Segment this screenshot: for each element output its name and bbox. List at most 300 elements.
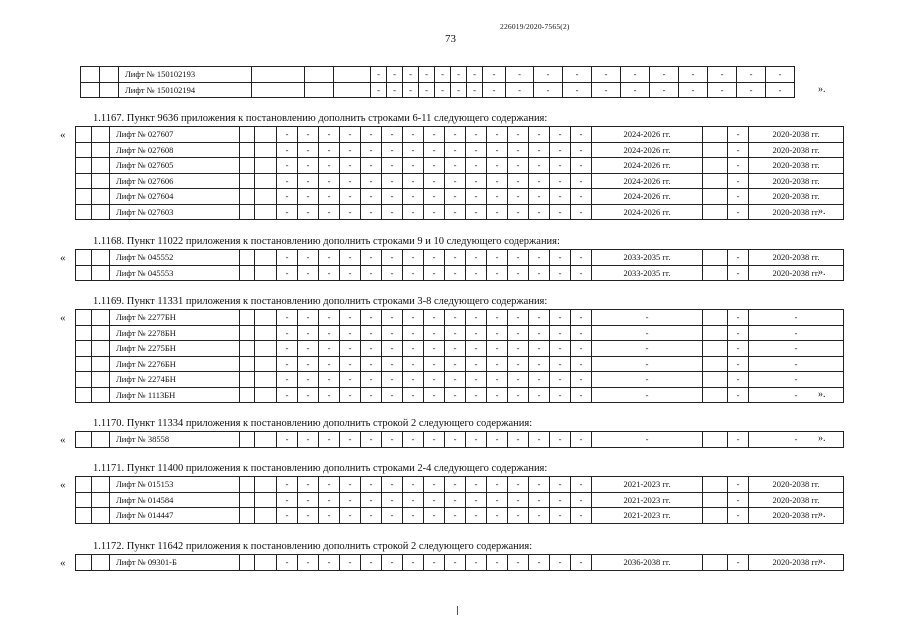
- dash-cell: -: [340, 204, 361, 220]
- dash-cell: -: [487, 204, 508, 220]
- dash-cell: -: [424, 325, 445, 341]
- dash-cell: -: [424, 173, 445, 189]
- table-row: [81, 82, 795, 98]
- dash-cell: -: [382, 508, 403, 524]
- dash-cell: -: [466, 127, 487, 143]
- dash-cell: -: [737, 67, 766, 83]
- dash-cell: -: [445, 508, 466, 524]
- dash-cell: -: [571, 250, 592, 266]
- dash-cell: -: [277, 555, 298, 571]
- dash-cell: -: [529, 508, 550, 524]
- dash-cell: -: [571, 310, 592, 326]
- term-cell: 2020-2038 гг.: [749, 250, 844, 266]
- dash-cell: -: [298, 387, 319, 403]
- dash-cell: -: [445, 356, 466, 372]
- dash-cell: -: [277, 325, 298, 341]
- dash-cell: -: [508, 265, 529, 281]
- dash-cell: -: [319, 173, 340, 189]
- mid-dash-cell: -: [728, 508, 749, 524]
- item-heading: 1.1170. Пункт 11334 приложения к постановлению дополнить строкой 2 следующего содержания:: [93, 418, 533, 429]
- dash-cell: -: [550, 477, 571, 493]
- dash-cell: -: [361, 265, 382, 281]
- dash-cell: -: [424, 372, 445, 388]
- dash-cell: -: [403, 310, 424, 326]
- mid-dash-cell: -: [728, 158, 749, 174]
- dash-cell: -: [403, 387, 424, 403]
- lift-name: Лифт № 027608: [110, 142, 240, 158]
- dash-cell: -: [571, 555, 592, 571]
- dash-cell: -: [487, 127, 508, 143]
- dash-cell: -: [529, 158, 550, 174]
- dash-cell: -: [382, 265, 403, 281]
- table-row: [76, 173, 844, 189]
- dash-cell: -: [571, 127, 592, 143]
- period-cell: 2024-2026 гг.: [592, 204, 703, 220]
- lift-name: Лифт № 2274БН: [110, 372, 240, 388]
- open-quote: «: [60, 129, 66, 141]
- dash-cell: -: [550, 432, 571, 448]
- dash-cell: -: [277, 142, 298, 158]
- dash-cell: -: [382, 432, 403, 448]
- dash-cell: -: [467, 67, 483, 83]
- dash-cell: -: [403, 82, 419, 98]
- dash-cell: -: [340, 250, 361, 266]
- dash-cell: -: [451, 67, 467, 83]
- lift-name: Лифт № 027607: [110, 127, 240, 143]
- dash-cell: -: [571, 387, 592, 403]
- lift-table: [75, 126, 844, 220]
- term-cell: 2020-2038 гг.: [749, 127, 844, 143]
- dash-cell: -: [571, 372, 592, 388]
- dash-cell: -: [435, 67, 451, 83]
- dash-cell: -: [621, 82, 650, 98]
- lift-table: [75, 431, 844, 448]
- dash-cell: -: [487, 387, 508, 403]
- close-quote: ».: [818, 83, 826, 95]
- dash-cell: -: [403, 325, 424, 341]
- dash-cell: -: [487, 189, 508, 205]
- dash-cell: -: [298, 310, 319, 326]
- dash-cell: -: [445, 265, 466, 281]
- period-cell: -: [592, 356, 703, 372]
- open-quote: «: [60, 252, 66, 264]
- dash-cell: -: [298, 341, 319, 357]
- dash-cell: -: [382, 356, 403, 372]
- term-cell: -: [749, 310, 844, 326]
- dash-cell: -: [277, 387, 298, 403]
- dash-cell: -: [298, 142, 319, 158]
- dash-cell: -: [298, 477, 319, 493]
- dash-cell: -: [445, 173, 466, 189]
- dash-cell: -: [550, 341, 571, 357]
- dash-cell: -: [424, 265, 445, 281]
- dash-cell: -: [508, 555, 529, 571]
- dash-cell: -: [508, 508, 529, 524]
- mid-dash-cell: -: [728, 310, 749, 326]
- term-cell: 2020-2038 гг.: [749, 173, 844, 189]
- dash-cell: -: [529, 477, 550, 493]
- period-cell: 2033-2035 гг.: [592, 250, 703, 266]
- dash-cell: -: [487, 142, 508, 158]
- dash-cell: -: [506, 67, 534, 83]
- dash-cell: -: [361, 555, 382, 571]
- dash-cell: -: [466, 372, 487, 388]
- period-cell: 2021-2023 гг.: [592, 508, 703, 524]
- dash-cell: -: [403, 341, 424, 357]
- dash-cell: -: [424, 250, 445, 266]
- period-cell: 2021-2023 гг.: [592, 477, 703, 493]
- dash-cell: -: [550, 127, 571, 143]
- dash-cell: -: [424, 508, 445, 524]
- mid-dash-cell: -: [728, 204, 749, 220]
- dash-cell: -: [466, 142, 487, 158]
- dash-cell: -: [424, 341, 445, 357]
- dash-cell: -: [419, 67, 435, 83]
- dash-cell: -: [487, 173, 508, 189]
- dash-cell: -: [737, 82, 766, 98]
- dash-cell: -: [466, 325, 487, 341]
- dash-cell: -: [529, 127, 550, 143]
- period-cell: 2024-2026 гг.: [592, 142, 703, 158]
- table-row: [76, 127, 844, 143]
- dash-cell: -: [361, 387, 382, 403]
- dash-cell: -: [563, 82, 592, 98]
- lift-name: Лифт № 014584: [110, 492, 240, 508]
- dash-cell: -: [466, 341, 487, 357]
- dash-cell: -: [319, 477, 340, 493]
- dash-cell: -: [487, 158, 508, 174]
- dash-cell: -: [319, 387, 340, 403]
- dash-cell: -: [340, 142, 361, 158]
- dash-cell: -: [445, 492, 466, 508]
- lift-name: Лифт № 027605: [110, 158, 240, 174]
- dash-cell: -: [319, 492, 340, 508]
- dash-cell: -: [319, 250, 340, 266]
- dash-cell: -: [550, 204, 571, 220]
- dash-cell: -: [403, 555, 424, 571]
- lift-name: Лифт № 027604: [110, 189, 240, 205]
- dash-cell: -: [445, 372, 466, 388]
- mid-dash-cell: -: [728, 173, 749, 189]
- dash-cell: -: [340, 387, 361, 403]
- dash-cell: -: [403, 204, 424, 220]
- item-heading: 1.1168. Пункт 11022 приложения к постановлению дополнить строками 9 и 10 следующего содержания:: [93, 236, 560, 247]
- dash-cell: -: [571, 356, 592, 372]
- dash-cell: -: [340, 555, 361, 571]
- dash-cell: -: [319, 508, 340, 524]
- table-row: [76, 204, 844, 220]
- dash-cell: -: [529, 432, 550, 448]
- dash-cell: -: [361, 508, 382, 524]
- dash-cell: -: [403, 158, 424, 174]
- dash-cell: -: [445, 310, 466, 326]
- dash-cell: -: [534, 67, 563, 83]
- dash-cell: -: [435, 82, 451, 98]
- dash-cell: -: [550, 356, 571, 372]
- dash-cell: -: [487, 477, 508, 493]
- mid-dash-cell: -: [728, 127, 749, 143]
- dash-cell: -: [298, 492, 319, 508]
- dash-cell: -: [277, 265, 298, 281]
- dash-cell: -: [424, 432, 445, 448]
- dash-cell: -: [550, 158, 571, 174]
- dash-cell: -: [679, 82, 708, 98]
- mid-dash-cell: -: [728, 341, 749, 357]
- dash-cell: -: [340, 341, 361, 357]
- lift-name: Лифт № 09301-Б: [110, 555, 240, 571]
- dash-cell: -: [466, 250, 487, 266]
- dash-cell: -: [361, 356, 382, 372]
- dash-cell: -: [424, 356, 445, 372]
- dash-cell: -: [445, 158, 466, 174]
- table-row: [76, 432, 844, 448]
- dash-cell: -: [382, 173, 403, 189]
- dash-cell: -: [298, 555, 319, 571]
- dash-cell: -: [508, 492, 529, 508]
- dash-cell: -: [508, 127, 529, 143]
- dash-cell: -: [550, 508, 571, 524]
- dash-cell: -: [508, 387, 529, 403]
- dash-cell: -: [382, 158, 403, 174]
- period-cell: -: [592, 325, 703, 341]
- term-cell: -: [749, 432, 844, 448]
- dash-cell: -: [483, 82, 506, 98]
- dash-cell: -: [298, 372, 319, 388]
- table-row: [76, 508, 844, 524]
- dash-cell: -: [550, 250, 571, 266]
- dash-cell: -: [361, 432, 382, 448]
- dash-cell: -: [382, 387, 403, 403]
- dash-cell: -: [550, 387, 571, 403]
- dash-cell: -: [508, 142, 529, 158]
- mid-dash-cell: -: [728, 477, 749, 493]
- dash-cell: -: [382, 189, 403, 205]
- dash-cell: -: [571, 432, 592, 448]
- close-quote: ».: [818, 556, 826, 567]
- dash-cell: -: [382, 142, 403, 158]
- dash-cell: -: [508, 310, 529, 326]
- dash-cell: -: [571, 341, 592, 357]
- period-cell: -: [592, 372, 703, 388]
- dash-cell: -: [466, 204, 487, 220]
- dash-cell: -: [571, 508, 592, 524]
- dash-cell: -: [571, 204, 592, 220]
- dash-cell: -: [340, 492, 361, 508]
- dash-cell: -: [424, 477, 445, 493]
- dash-cell: -: [424, 158, 445, 174]
- dash-cell: -: [340, 310, 361, 326]
- dash-cell: -: [277, 477, 298, 493]
- dash-cell: -: [550, 189, 571, 205]
- table-row: [76, 158, 844, 174]
- dash-cell: -: [403, 508, 424, 524]
- dash-cell: -: [466, 477, 487, 493]
- table-row: [76, 492, 844, 508]
- dash-cell: -: [508, 372, 529, 388]
- dash-cell: -: [319, 204, 340, 220]
- table-row: [76, 356, 844, 372]
- dash-cell: -: [550, 492, 571, 508]
- dash-cell: -: [277, 341, 298, 357]
- term-cell: 2020-2038 гг.: [749, 265, 844, 281]
- lift-name: Лифт № 014447: [110, 508, 240, 524]
- dash-cell: -: [382, 310, 403, 326]
- lift-name: Лифт № 2275БН: [110, 341, 240, 357]
- dash-cell: -: [403, 127, 424, 143]
- dash-cell: -: [403, 250, 424, 266]
- dash-cell: -: [563, 67, 592, 83]
- dash-cell: -: [340, 158, 361, 174]
- dash-cell: -: [298, 325, 319, 341]
- table-row: [76, 341, 844, 357]
- mid-dash-cell: -: [728, 432, 749, 448]
- dash-cell: -: [403, 356, 424, 372]
- dash-cell: -: [571, 325, 592, 341]
- period-cell: 2024-2026 гг.: [592, 127, 703, 143]
- dash-cell: -: [382, 555, 403, 571]
- dash-cell: -: [529, 250, 550, 266]
- dash-cell: -: [708, 82, 737, 98]
- mid-dash-cell: -: [728, 265, 749, 281]
- dash-cell: -: [508, 189, 529, 205]
- lift-name: Лифт № 027606: [110, 173, 240, 189]
- mid-dash-cell: -: [728, 372, 749, 388]
- dash-cell: -: [361, 492, 382, 508]
- dash-cell: -: [361, 142, 382, 158]
- dash-cell: -: [319, 189, 340, 205]
- dash-cell: -: [529, 372, 550, 388]
- lift-name: Лифт № 2278БН: [110, 325, 240, 341]
- lift-name: Лифт № 2277БН: [110, 310, 240, 326]
- dash-cell: -: [340, 127, 361, 143]
- dash-cell: -: [298, 204, 319, 220]
- period-cell: 2021-2023 гг.: [592, 492, 703, 508]
- dash-cell: -: [361, 173, 382, 189]
- dash-cell: -: [487, 250, 508, 266]
- dash-cell: -: [529, 189, 550, 205]
- dash-cell: -: [508, 341, 529, 357]
- close-quote: ».: [818, 266, 826, 278]
- table-row: [76, 477, 844, 493]
- dash-cell: -: [424, 310, 445, 326]
- dash-cell: -: [361, 310, 382, 326]
- dash-cell: -: [361, 204, 382, 220]
- dash-cell: -: [529, 204, 550, 220]
- term-cell: 2020-2038 гг.: [749, 158, 844, 174]
- dash-cell: -: [277, 508, 298, 524]
- dash-cell: -: [340, 508, 361, 524]
- dash-cell: -: [340, 372, 361, 388]
- lift-table: [75, 309, 844, 403]
- dash-cell: -: [371, 67, 387, 83]
- dash-cell: -: [403, 432, 424, 448]
- dash-cell: -: [277, 204, 298, 220]
- dash-cell: -: [529, 492, 550, 508]
- dash-cell: -: [424, 387, 445, 403]
- dash-cell: -: [466, 492, 487, 508]
- dash-cell: -: [650, 82, 679, 98]
- lift-table: [75, 249, 844, 281]
- page-number: 73: [445, 33, 456, 45]
- dash-cell: -: [298, 250, 319, 266]
- lift-table: [75, 554, 844, 571]
- dash-cell: -: [487, 325, 508, 341]
- item-heading: 1.1171. Пункт 11400 приложения к постановлению дополнить строками 2-4 следующего содержания:: [93, 463, 548, 474]
- dash-cell: -: [419, 82, 435, 98]
- dash-cell: -: [319, 372, 340, 388]
- dash-cell: -: [277, 250, 298, 266]
- dash-cell: -: [361, 250, 382, 266]
- dash-cell: -: [319, 325, 340, 341]
- dash-cell: -: [571, 142, 592, 158]
- term-cell: 2020-2038 гг.: [749, 508, 844, 524]
- dash-cell: -: [403, 189, 424, 205]
- dash-cell: -: [387, 82, 403, 98]
- dash-cell: -: [550, 310, 571, 326]
- dash-cell: -: [319, 432, 340, 448]
- dash-cell: -: [508, 173, 529, 189]
- open-quote: «: [60, 312, 66, 324]
- dash-cell: -: [445, 325, 466, 341]
- lift-table: [80, 66, 795, 98]
- dash-cell: -: [319, 265, 340, 281]
- dash-cell: -: [403, 492, 424, 508]
- close-quote: ».: [818, 433, 826, 444]
- dash-cell: -: [571, 265, 592, 281]
- dash-cell: -: [534, 82, 563, 98]
- lift-name: Лифт № 2276БН: [110, 356, 240, 372]
- dash-cell: -: [445, 477, 466, 493]
- dash-cell: -: [466, 387, 487, 403]
- dash-cell: -: [403, 372, 424, 388]
- lift-name: Лифт № 015153: [110, 477, 240, 493]
- table-row: [76, 189, 844, 205]
- dash-cell: -: [298, 508, 319, 524]
- mid-dash-cell: -: [728, 555, 749, 571]
- dash-cell: -: [277, 158, 298, 174]
- dash-cell: -: [508, 432, 529, 448]
- dash-cell: -: [340, 477, 361, 493]
- period-cell: 2033-2035 гг.: [592, 265, 703, 281]
- dash-cell: -: [487, 265, 508, 281]
- mid-dash-cell: -: [728, 189, 749, 205]
- dash-cell: -: [277, 492, 298, 508]
- dash-cell: -: [340, 432, 361, 448]
- dash-cell: -: [298, 158, 319, 174]
- dash-cell: -: [466, 555, 487, 571]
- dash-cell: -: [508, 477, 529, 493]
- item-heading: 1.1172. Пункт 11642 приложения к постановлению дополнить строкой 2 следующего содержания:: [93, 541, 533, 552]
- dash-cell: -: [361, 325, 382, 341]
- dash-cell: -: [466, 173, 487, 189]
- dash-cell: -: [508, 204, 529, 220]
- dash-cell: -: [592, 67, 621, 83]
- table-row: [81, 67, 795, 83]
- dash-cell: -: [277, 356, 298, 372]
- dash-cell: -: [466, 432, 487, 448]
- dash-cell: -: [550, 555, 571, 571]
- dash-cell: -: [487, 372, 508, 388]
- dash-cell: -: [483, 67, 506, 83]
- table-row: [76, 310, 844, 326]
- mid-dash-cell: -: [728, 356, 749, 372]
- term-cell: -: [749, 372, 844, 388]
- dash-cell: -: [361, 477, 382, 493]
- dash-cell: -: [487, 555, 508, 571]
- table-row: [76, 265, 844, 281]
- dash-cell: -: [382, 492, 403, 508]
- table-row: [76, 142, 844, 158]
